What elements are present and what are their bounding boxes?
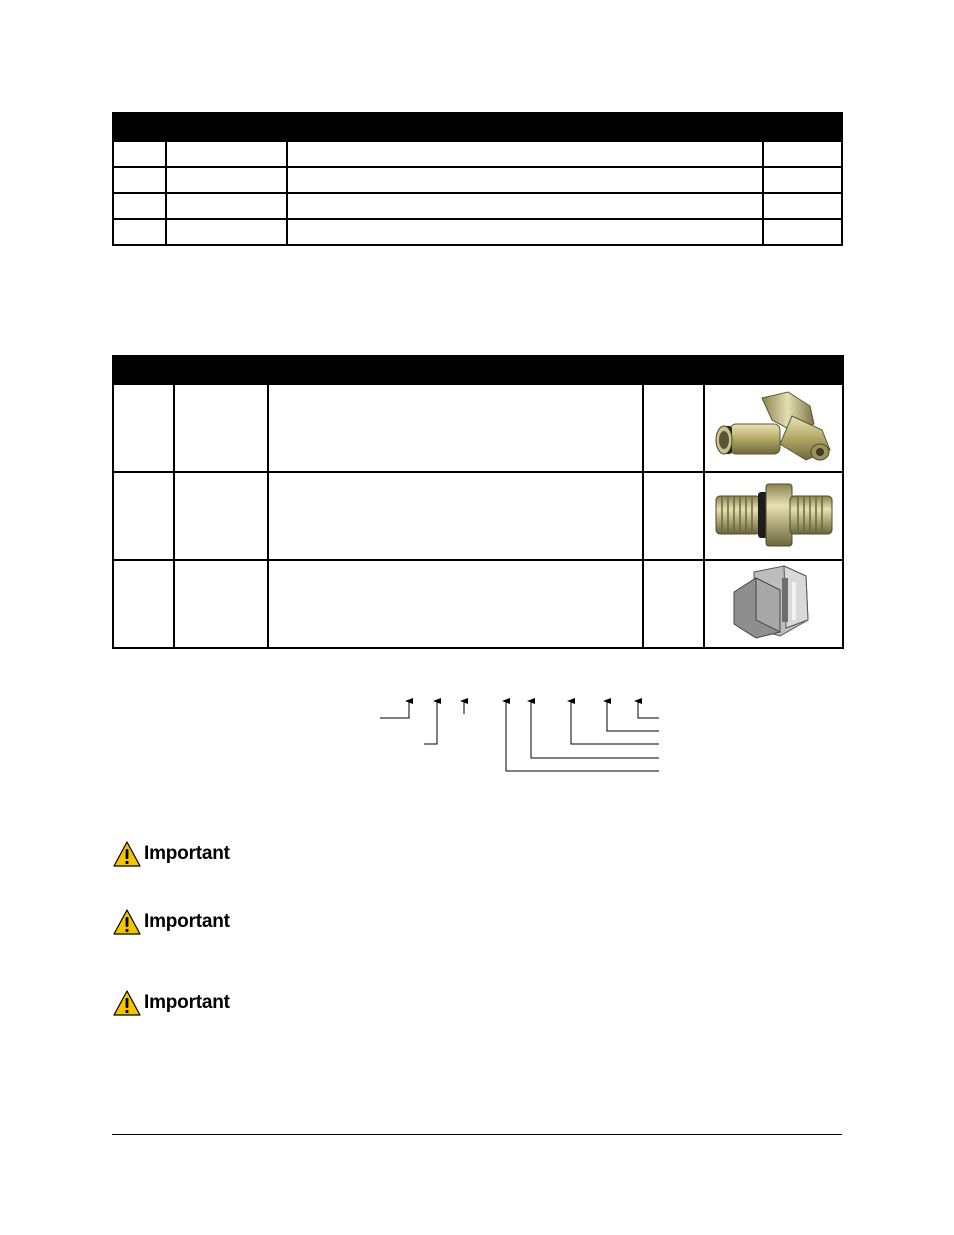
warning-triangle-icon [113,909,141,935]
important-notice [113,990,230,1016]
warning-triangle-icon [113,990,141,1016]
warning-triangle-icon [113,841,141,867]
important-notice [113,909,230,935]
callout-line [571,701,659,744]
callout-line [506,701,659,771]
callout-line [380,701,409,718]
important-label: Important [144,911,230,932]
callout-line [424,701,437,744]
callout-line [607,701,659,731]
important-label: Important [144,992,230,1013]
callout-line [638,701,659,718]
footer-divider [112,1134,842,1135]
important-label: Important [144,843,230,864]
callout-line [531,701,659,758]
important-notice [113,841,230,867]
